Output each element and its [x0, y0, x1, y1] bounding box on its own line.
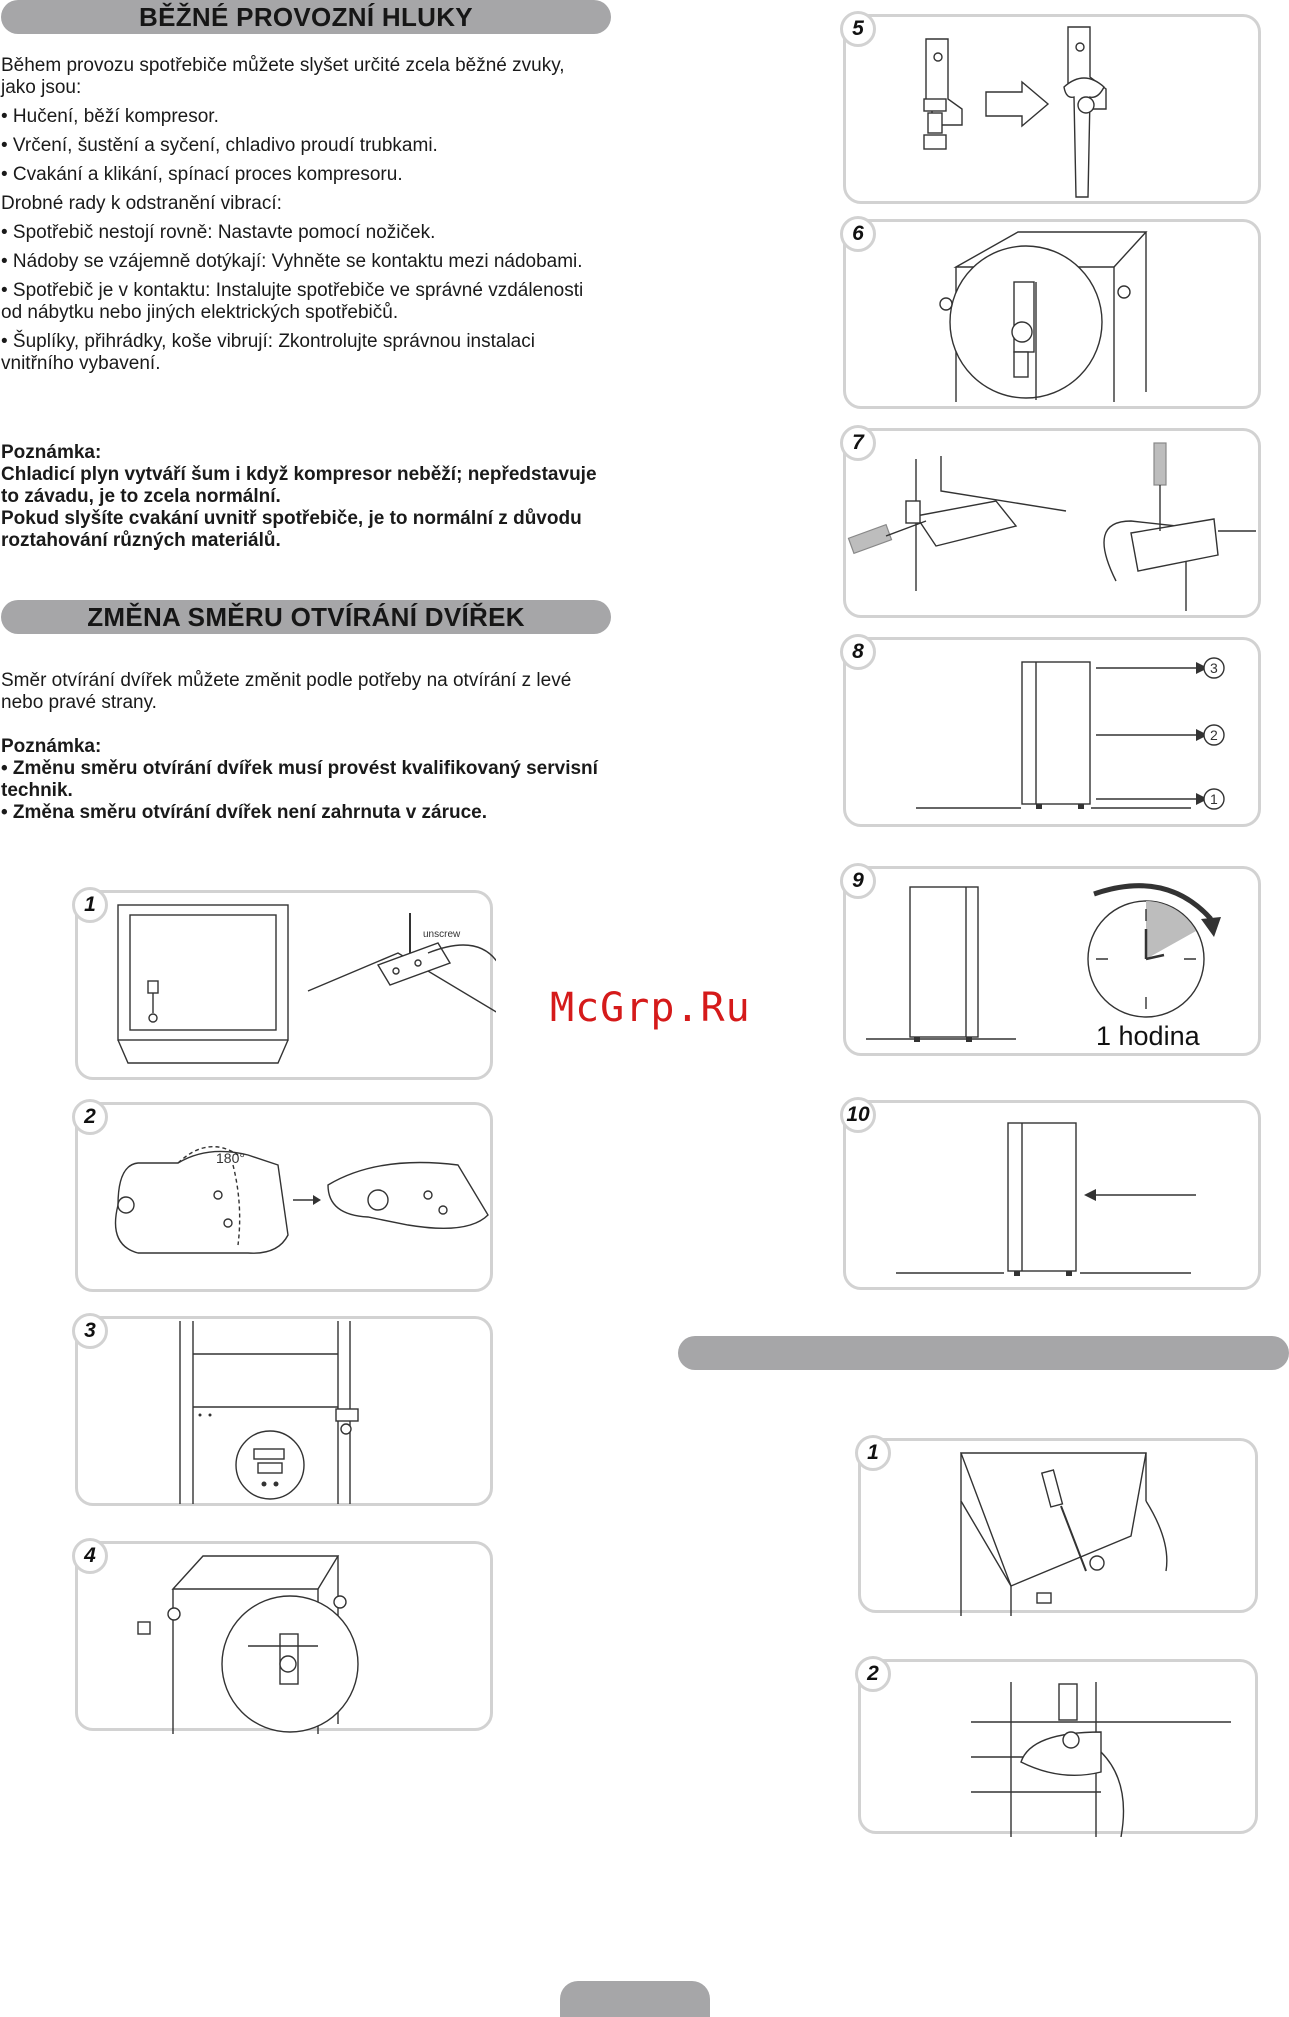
step-3-panel: [75, 1316, 493, 1506]
paragraph: Směr otvírání dvířek můžete změnit podle potřeby na otvírání z levé nebo pravé strany.: [1, 670, 572, 713]
note-line: • Změna směru otvírání dvířek není zahrnuta v záruce.: [1, 802, 488, 823]
fridge-push-illustration: [846, 1103, 1264, 1293]
step-8-panel: [843, 637, 1261, 827]
step-badge: 3: [72, 1313, 108, 1349]
paragraph: • Nádoby se vzájemně dotýkají: Vyhněte se kontaktu mezi nádobami.: [1, 251, 583, 272]
door-note: [1, 736, 613, 824]
step-badge: 10: [840, 1097, 876, 1133]
section-title-bar-empty: [678, 1336, 1289, 1370]
section-title-noise: BĚŽNÉ PROVOZNÍ HLUKY: [1, 0, 611, 34]
step-6-panel: [843, 219, 1261, 409]
paragraph: • Spotřebič je v kontaktu: Instalujte spotřebiče ve správné vzdálenosti od nábytku nebo jiných elektrických spotřebičů.: [1, 280, 584, 323]
hinge-detail-illustration: [846, 222, 1264, 412]
note-label: Poznámka:: [1, 736, 102, 757]
hinge-cover-illustration: [861, 1662, 1261, 1837]
angle-label: 180°: [216, 1150, 245, 1166]
noise-text: [1, 55, 601, 382]
step-badge: 2: [72, 1099, 108, 1135]
step-7-panel: [843, 428, 1261, 618]
step-10-panel: [843, 1100, 1261, 1290]
step-2-panel: [75, 1102, 493, 1292]
hinge-remove-illustration: [78, 1544, 496, 1734]
lower-step-2-panel: [858, 1659, 1258, 1834]
step-badge: 1: [72, 887, 108, 923]
step-5-panel: [843, 14, 1261, 204]
paragraph: • Hučení, běží kompresor.: [1, 106, 219, 127]
wait-time-label: 1 hodina: [1096, 1021, 1200, 1051]
paragraph: • Šuplíky, přihrádky, koše vibrují: Zkontrolujte správnou instalaci vnitřního vybavení.: [1, 331, 535, 374]
note-line: Chladicí plyn vytváří šum i když kompresor neběží; nepředstavuje to závadu, je to zcela normální.: [1, 464, 597, 507]
clock-wait-illustration: [846, 869, 1264, 1059]
bracket-wrench-illustration: [846, 17, 1264, 207]
paragraph: Drobné rady k odstranění vibrací:: [1, 193, 282, 214]
marker-1: 1: [1210, 791, 1218, 807]
paragraph: • Spotřebič nestojí rovně: Nastavte pomocí nožiček.: [1, 222, 436, 243]
step-badge: 6: [840, 216, 876, 252]
paragraph: • Cvakání a klikání, spínací proces kompresoru.: [1, 164, 403, 185]
door-text: [1, 670, 601, 721]
hinge-cabinet-illustration: [78, 1319, 496, 1509]
step-badge: 7: [840, 425, 876, 461]
unscrew-label: unscrew: [423, 929, 461, 940]
step-badge: 2: [855, 1656, 891, 1692]
step-9-panel: [843, 866, 1261, 1056]
lower-step-1-panel: [858, 1438, 1258, 1613]
rotate-bracket-illustration: [78, 1105, 496, 1295]
watermark: McGrp.Ru: [550, 985, 751, 1031]
marker-2: 2: [1210, 727, 1218, 743]
paragraph: Během provozu spotřebiče můžete slyšet určité zcela běžné zvuky, jako jsou:: [1, 55, 565, 98]
screwdriver-illustration: [846, 431, 1264, 621]
step-badge: 9: [840, 863, 876, 899]
note-line: • Změnu směru otvírání dvířek musí provést kvalifikovaný servisní technik.: [1, 758, 598, 801]
step-badge: 4: [72, 1538, 108, 1574]
note-label: Poznámka:: [1, 442, 102, 463]
noise-note: [1, 442, 613, 552]
section-title-door: ZMĚNA SMĚRU OTVÍRÁNÍ DVÍŘEK: [1, 600, 611, 634]
top-cover-illustration: [861, 1441, 1261, 1616]
step-4-panel: [75, 1541, 493, 1731]
paragraph: • Vrčení, šustění a syčení, chladivo proudí trubkami.: [1, 135, 438, 156]
note-line: Pokud slyšíte cvakání uvnitř spotřebiče, je to normální z důvodu roztahování různých materiálů.: [1, 508, 582, 551]
step-badge: 1: [855, 1435, 891, 1471]
page-number-tab: [560, 1981, 710, 2017]
step-badge: 5: [840, 11, 876, 47]
step-badge: 8: [840, 634, 876, 670]
unscrew-illustration: [78, 893, 496, 1083]
fridge-side-illustration: [846, 640, 1264, 830]
marker-3: 3: [1210, 660, 1218, 676]
step-1-panel: [75, 890, 493, 1080]
